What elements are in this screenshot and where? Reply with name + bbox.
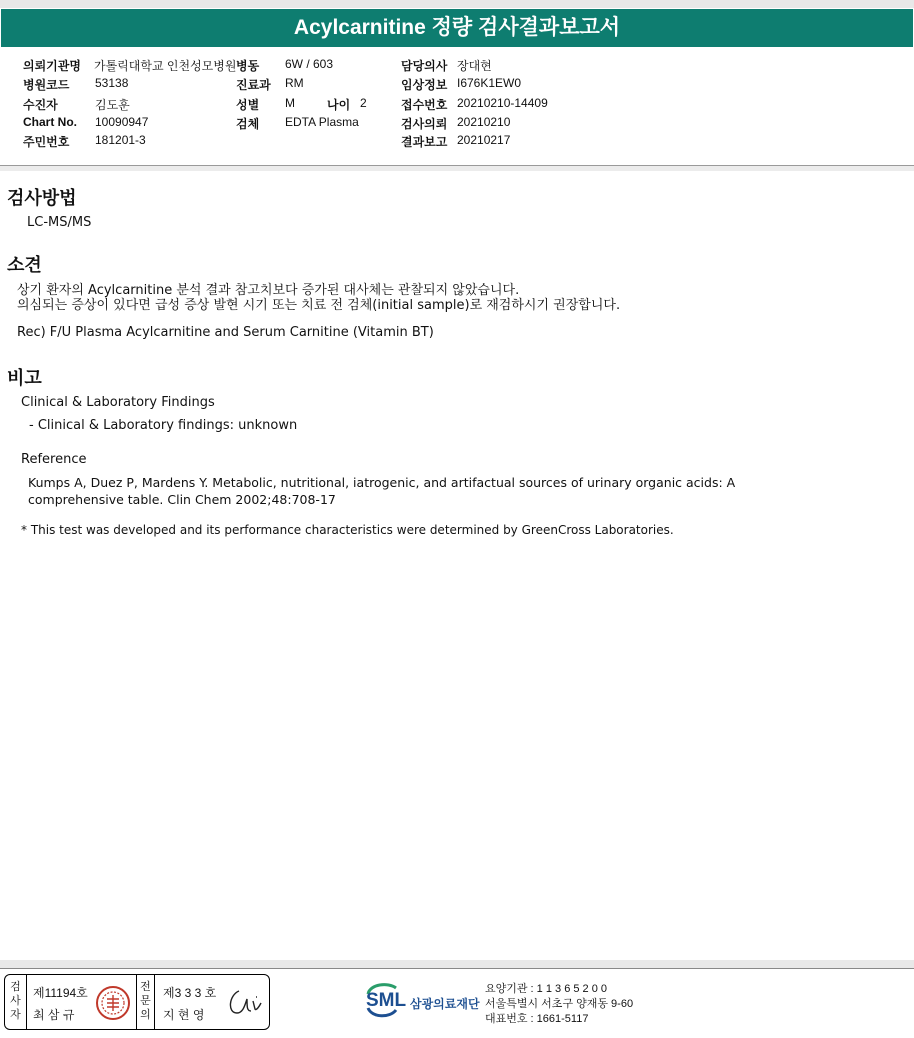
value-report-date: 20210217 — [457, 133, 511, 147]
method-text: LC-MS/MS — [27, 215, 92, 230]
specialist-vertical-label — [136, 975, 155, 1029]
label-patient: 수진자 — [23, 98, 58, 112]
info-divider — [0, 166, 914, 171]
signature-box — [4, 974, 270, 1030]
value-age: 2 — [360, 96, 367, 110]
label-department: 진료과 — [236, 78, 271, 92]
phone-number: 대표번호 : 1661-5117 — [485, 1013, 589, 1025]
value-request-date: 20210210 — [457, 115, 511, 129]
address-block — [485, 982, 633, 1027]
label-specimen: 검체 — [236, 117, 260, 131]
examiner-license-no: 제11194호 — [33, 986, 88, 1000]
value-doctor: 장대현 — [457, 59, 492, 73]
specialist-signature-icon — [225, 985, 263, 1019]
value-resident-no: 181201-3 — [95, 133, 146, 147]
findings-line-1: 상기 환자의 Acylcarnitine 분석 결과 참고치보다 증가된 대사체는 관찰되지 않았습니다. — [17, 283, 520, 298]
value-sex: M — [285, 96, 295, 110]
method-heading: 검사방법 — [7, 188, 77, 209]
sml-logo — [364, 980, 484, 1024]
clinical-text: - Clinical & Laboratory findings: unknown — [29, 418, 298, 433]
label-clinical-info: 임상정보 — [401, 78, 448, 92]
examiner-label-text: 검사자 — [10, 981, 21, 1021]
label-institution: 의뢰기관명 — [23, 59, 81, 73]
remarks-heading: 비고 — [7, 368, 42, 389]
footer-divider — [0, 960, 914, 968]
reference-heading: Reference — [21, 452, 87, 467]
findings-recommendation: Rec) F/U Plasma Acylcarnitine and Serum Carnitine (Vitamin BT) — [17, 325, 434, 340]
label-resident-no: 주민번호 — [23, 135, 70, 149]
label-doctor: 담당의사 — [401, 59, 448, 73]
examiner-vertical-label — [5, 975, 27, 1029]
top-border — [0, 0, 914, 8]
reference-line-1: Kumps A, Duez P, Mardens Y. Metabolic, nutritional, iatrogenic, and artifactual sources of urinary organic acids: A — [28, 475, 736, 490]
value-receipt-no: 20210210-14409 — [457, 96, 548, 110]
value-chart-no: 10090947 — [95, 115, 149, 129]
value-patient: 김도훈 — [95, 98, 130, 112]
institution-code: 요양기관 : 1 1 3 6 5 2 0 0 — [485, 983, 608, 995]
value-specimen: EDTA Plasma — [285, 115, 359, 129]
value-institution: 가톨릭대학교 인천성모병원 — [94, 59, 237, 73]
org-name: 삼광의료재단 — [410, 997, 480, 1011]
value-hospital-code: 53138 — [95, 76, 129, 90]
label-ward: 병동 — [236, 59, 260, 73]
disclaimer-note: * This test was developed and its performance characteristics were determined by GreenCross Laboratories. — [21, 523, 674, 537]
address-line: 서울특별시 서초구 양재동 9-60 — [485, 998, 634, 1010]
label-request-date: 검사의뢰 — [401, 117, 448, 131]
value-clinical-info: I676K1EW0 — [457, 76, 522, 90]
label-sex: 성별 — [236, 98, 260, 112]
report-title: Acylcarnitine 정량 검사결과보고서 — [1, 9, 913, 47]
findings-heading: 소견 — [7, 255, 42, 276]
label-receipt-no: 접수번호 — [401, 98, 448, 112]
examiner-name: 최 삼 규 — [33, 1008, 75, 1022]
reference-line-2: comprehensive table. Clin Chem 2002;48:708-17 — [28, 492, 336, 507]
value-department: RM — [285, 76, 304, 90]
specialist-name: 지 현 영 — [163, 1008, 205, 1022]
clinical-heading: Clinical & Laboratory Findings — [21, 395, 215, 410]
findings-line-2: 의심되는 증상이 있다면 급성 증상 발현 시기 또는 치료 전 검체(initial sample)로 재검하시기 권장합니다. — [17, 298, 621, 313]
label-report-date: 결과보고 — [401, 135, 448, 149]
specialist-label-text: 전문의 — [140, 981, 151, 1021]
specialist-license-no: 제3 3 3 호 — [163, 986, 217, 1000]
label-chart-no: Chart No. — [23, 115, 77, 129]
label-hospital-code: 병원코드 — [23, 78, 70, 92]
value-ward: 6W / 603 — [285, 57, 334, 71]
footer-rule — [0, 968, 914, 969]
patient-info-block — [0, 48, 914, 166]
examiner-seal-icon — [95, 985, 131, 1021]
label-age: 나이 — [327, 98, 351, 112]
logo-text: SML — [366, 990, 407, 1011]
